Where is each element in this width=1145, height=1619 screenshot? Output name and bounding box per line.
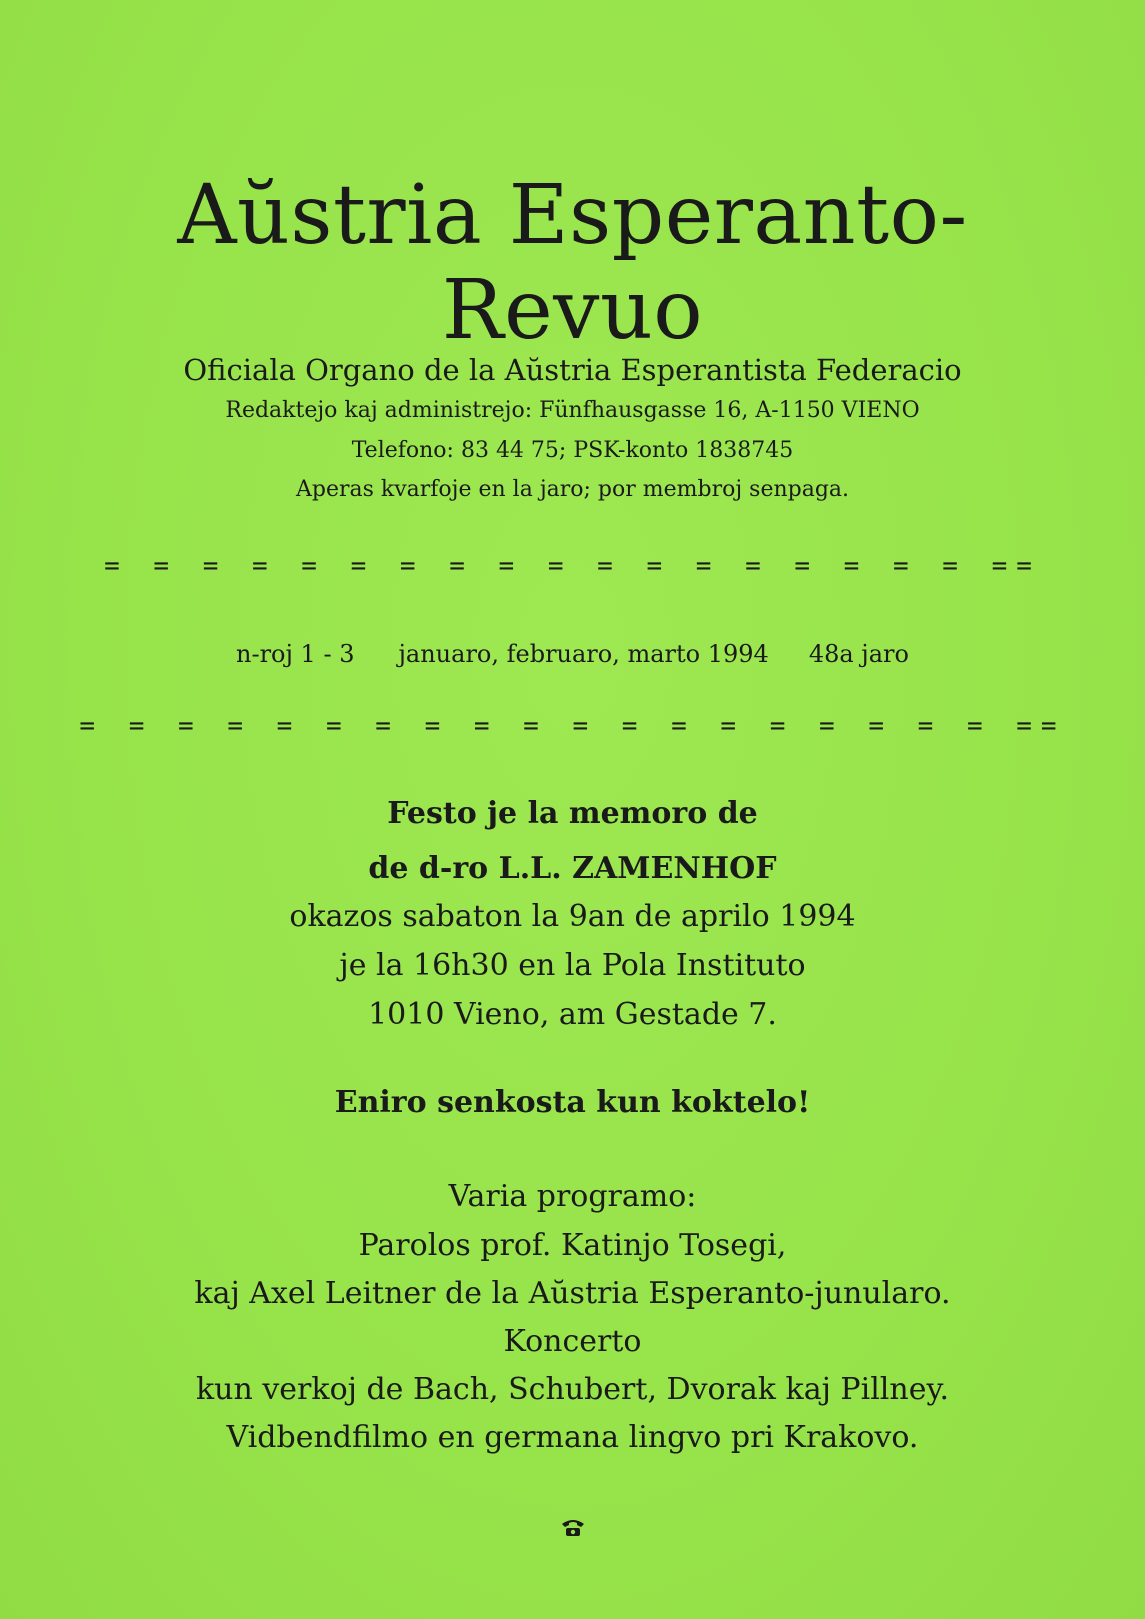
frequency-line: Aperas kvarfoje en la jaro; por membroj senpaga. (295, 477, 850, 502)
issue-year: 48a jaro (808, 640, 909, 668)
program-line-4: kun verkoj de Bach, Schubert, Dvorak kaj Pillney. (196, 1372, 949, 1407)
issue-line (0, 637, 1145, 671)
event-heading-1: Festo je la memoro de (387, 796, 758, 831)
event-heading-2: de d-ro L.L. ZAMENHOF (368, 851, 777, 886)
event-entry: Eniro senkosta kun koktelo! (334, 1085, 811, 1120)
phone-line: Telefono: 83 44 75; PSK-konto 1838745 (351, 438, 794, 463)
address-line: Redaktejo kaj administrejo: Fünfhausgasse 16, A-1150 VIENO (225, 398, 920, 423)
issue-months: januaro, februaro, marto 1994 (398, 640, 769, 668)
program-heading: Varia programo: (448, 1179, 697, 1214)
title-line-2: Revuo (441, 263, 704, 358)
event-date: okazos sabaton la 9an de aprilo 1994 (289, 899, 856, 934)
issue-numbers: n-roj 1 - 3 (236, 640, 355, 668)
telephone-icon (560, 1516, 586, 1538)
event-time-place: je la 16h30 en la Pola Instituto (339, 948, 806, 983)
divider-bottom: = = = = = = = = = = = = = = = = = = = == (79, 711, 1066, 741)
event-address: 1010 Vieno, am Gestade 7. (368, 997, 777, 1032)
subtitle: Oficiala Organo de la Aŭstria Esperantista Federacio (183, 353, 962, 387)
program-line-5: Vidbendfilmo en germana lingvo pri Krakovo. (226, 1420, 919, 1455)
program-line-1: Parolos prof. Katinjo Tosegi, (358, 1228, 787, 1263)
program-line-2: kaj Axel Leitner de la Aŭstria Esperanto-junularo. (194, 1276, 951, 1311)
divider-top: = = = = = = = = = = = = = = = = = = == (104, 551, 1041, 581)
title-line-1: Aŭstria Esperanto- (177, 168, 968, 263)
program-line-3: Koncerto (503, 1324, 642, 1359)
